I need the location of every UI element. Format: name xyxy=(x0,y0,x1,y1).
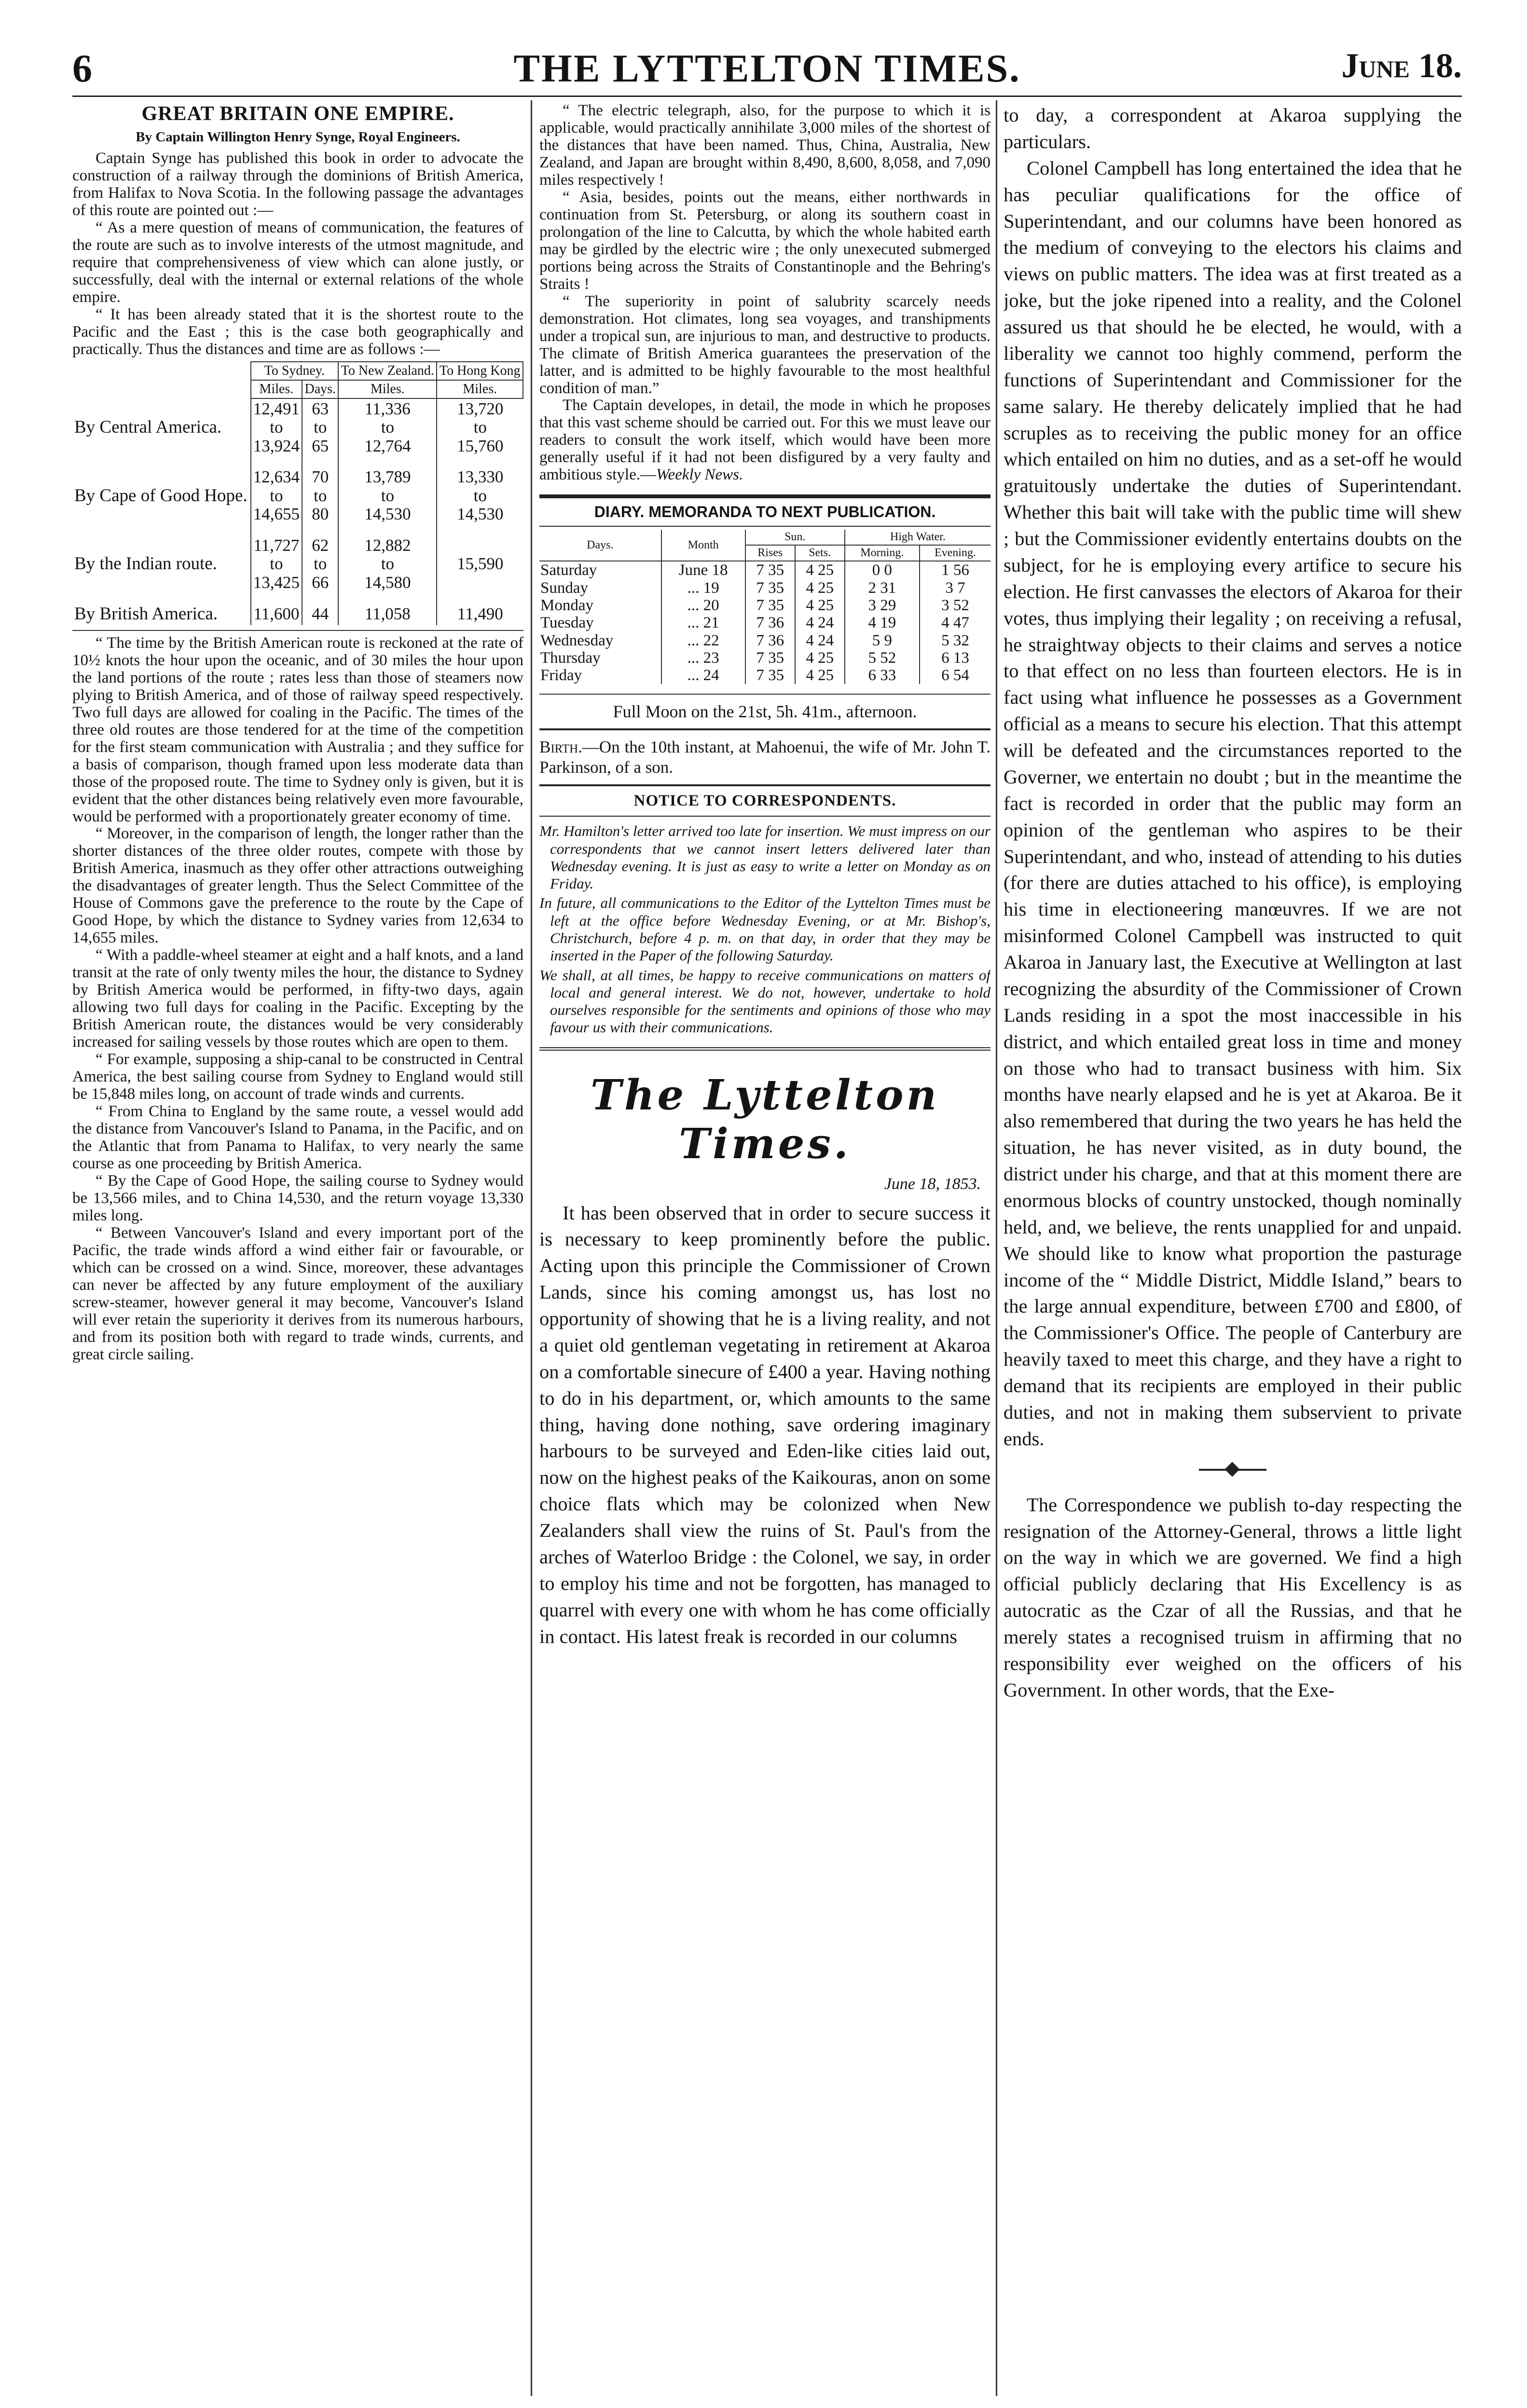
table-cell: 1 56 xyxy=(920,561,990,579)
diary-table xyxy=(539,530,990,684)
table-cell: 12,882 to 14,580 xyxy=(338,535,437,593)
column-3 xyxy=(1004,102,1462,2398)
table-cell: Friday xyxy=(540,667,582,684)
article-paragraph: “ With a paddle-wheel steamer at eight and a half knots, and a land transit at the rate of only twenty miles the hour, the distance to Sydney by British America would be performed, in fifty-two days, again allowing two full days for coaling in the Pacific. Excepting by the British American route, the distances would be very considerably increased for sailing vessels by those routes which are open to them. xyxy=(72,946,523,1051)
diary-header-evening: Evening. xyxy=(920,545,990,561)
table-cell: Tuesday xyxy=(540,614,594,632)
table-cell: 3 29 xyxy=(845,597,920,614)
table-cell: 70 to 80 xyxy=(302,467,338,525)
table-cell: 15,590 xyxy=(437,535,523,593)
masthead-rule xyxy=(72,96,1462,97)
table-cell: 13,789 to 14,530 xyxy=(338,467,437,525)
table-cell: 12,491 to 13,924 xyxy=(251,398,303,457)
table-cell: 0 0 xyxy=(845,561,920,579)
table-row xyxy=(72,398,523,457)
table-cell: 4 25 xyxy=(795,667,845,684)
column-divider-2 xyxy=(996,100,997,2396)
table-cell: 7 36 xyxy=(745,614,795,631)
notice-block xyxy=(539,817,990,1050)
column-1 xyxy=(72,102,523,2398)
table-cell: 11,336 to 12,764 xyxy=(338,398,437,457)
table-header: To Sydney. xyxy=(251,362,339,380)
newspaper-title: THE LYTTELTON TIMES. xyxy=(513,46,1021,90)
article-byline: By Captain Willington Henry Synge, Royal Engineers. xyxy=(136,129,460,145)
table-row xyxy=(539,561,990,579)
table-cell: 11,490 xyxy=(437,603,523,625)
notice-paragraph: We shall, at all times, be happy to receive communications on matters of local and general interest. We do not, however, undertake to hold ourselves responsible for the sentiments and opinions of those who may favour us with their communications. xyxy=(539,966,990,1036)
table-cell: Sunday xyxy=(540,579,588,597)
table-cell: Saturday xyxy=(540,561,597,579)
article-paragraph: “ By the Cape of Good Hope, the sailing course to Sydney would be 13,566 miles, and to China 14,530, and the return voyage 13,330 miles long. xyxy=(72,1172,523,1224)
article-paragraph: “ It has been already stated that it is the shortest route to the Pacific and the East ; this is the case both geographically and practically. Thus the distances and time are as follows :— xyxy=(72,305,523,358)
route-name: By the Indian route. xyxy=(74,554,217,574)
table-subheader: Days. xyxy=(302,380,338,398)
diary-header-month: Month xyxy=(661,530,745,561)
table-cell: 13,330 to 14,530 xyxy=(437,467,523,525)
masthead xyxy=(72,46,1462,92)
table-header: To Hong Kong xyxy=(437,362,523,380)
route-name: By Cape of Good Hope. xyxy=(74,485,248,506)
moon-note: Full Moon on the 21st, 5h. 41m., afternoon. xyxy=(539,694,990,730)
table-cell: 3 52 xyxy=(920,597,990,614)
diary-header-days: Days. xyxy=(539,530,661,561)
table-row xyxy=(539,597,990,614)
issue-date: June 18. xyxy=(1341,46,1462,85)
article-paragraph: “ The superiority in point of salubrity scarcely needs demonstration. Hot climates, long sea voyages, and transhipments under a tropical sun, are injurious to man, and destructive to products. The climate of British America guarantees the preservation of the latter, and is admitted to be highly favourable to the most healthful condition of man.” xyxy=(539,292,990,397)
editorial-date: June 18, 1853. xyxy=(884,1175,981,1193)
table-row xyxy=(539,614,990,631)
table-cell: 2 31 xyxy=(845,579,920,597)
route-name: By British America. xyxy=(74,604,218,624)
diary-header-rises: Rises xyxy=(745,545,795,561)
table-cell: 13,720 to 15,760 xyxy=(437,398,523,457)
table-cell: 63 to 65 xyxy=(302,398,338,457)
table-cell: 7 36 xyxy=(745,632,795,649)
editorial-paragraph: to day, a correspondent at Akaroa supplying the particulars. xyxy=(1004,104,1462,152)
table-row xyxy=(72,467,523,525)
notice-paragraph: In future, all communications to the Editor of the Lyttelton Times must be left at the office before Wednesday Evening, or at Mr. Bishop's, Christchurch, before 4 p. m. on that day, in order that they may be inserted in the Paper of the following Saturday. xyxy=(539,894,990,964)
birth-text: —On the 10th instant, at Mahoenui, the wife of Mr. John T. Parkinson, of a son. xyxy=(539,738,990,777)
table-cell: 4 24 xyxy=(795,632,845,649)
table-cell: Thursday xyxy=(540,649,601,667)
table-row xyxy=(539,632,990,649)
column-divider-1 xyxy=(531,100,532,2396)
table-cell: 4 25 xyxy=(795,579,845,597)
table-cell: 7 35 xyxy=(745,579,795,597)
table-cell: 4 25 xyxy=(795,597,845,614)
birth-notice xyxy=(539,730,990,786)
diary-header-morning: Morning. xyxy=(845,545,920,561)
column-2 xyxy=(539,102,990,2398)
table-cell: ... 24 xyxy=(661,667,745,684)
table-cell: 6 13 xyxy=(920,649,990,667)
editorial-paragraph: The Correspondence we publish to-day respecting the resignation of the Attorney-General, throws a little light on the way in which we are governed. We find a high official publicly declaring that His Excellency is as autocratic as the Czar of all the Russias, and that he merely states a recognised truism in affirming that no responsibility ever weighed on the officers of his Government. In other words, that the Exe- xyxy=(1004,1493,1462,1701)
table-cell: 6 54 xyxy=(920,667,990,684)
distance-table xyxy=(72,361,523,625)
table-cell: 7 35 xyxy=(745,597,795,614)
table-cell: June 18 xyxy=(661,561,745,579)
diary-heading: DIARY. MEMORANDA TO NEXT PUBLICATION. xyxy=(539,494,990,527)
route-name: By Central America. xyxy=(74,417,222,437)
table-cell: ... 23 xyxy=(661,649,745,667)
table-subheader: Miles. xyxy=(437,380,523,398)
table-cell: 4 25 xyxy=(795,561,845,579)
table-cell: 11,058 xyxy=(338,603,437,625)
table-cell: 5 9 xyxy=(845,632,920,649)
table-row xyxy=(539,579,990,597)
article-paragraph: “ From China to England by the same route, a vessel would add the distance from Vancouver's Island to Panama, in the Pacific, and on the Atlantic that from Panama to Halifax, to very nearly the same course as one proceeding by British America. xyxy=(72,1102,523,1172)
editorial-paragraph: Colonel Campbell has long entertained the idea that he has peculiar qualifications for the office of Superintendant, and our columns have been honored as the medium of conveying to the electors his claims and views on public matters. The idea was at first treated as a joke, but the joke ripened into a reality, and the Colonel assured us that should he be elected, he would, with a liberality we cannot too highly commend, perform the functions of Superintendant and Commissioner for the same salary. He thereby delicately implied that he had scruples as to receiving the public money for an office which entailed on him no duties, and as a set-off he would gratuitously undertake the duties of Superintendant. Whether this bait will take with the public time will shew ; but the Commissioner evidently entertains doubts on the subject, for he is employing every artifice to secure his election. He first canvasses the electors of Akaroa for their votes, thus implying their legality ; on receiving a refusal, he straightway objects to their claims and serves a notice to that effect on no less than fourteen electors. He is in fact using what influence he possesses as a Government official as a means to secure his election. That this attempt will be defeated and the circumstances reported to the Governer, we entertain no doubt ; but in the meantime the fact is recorded in order that the public may form an opinion of the gentleman who aspires to be their Superintendant, and who, instead of attending to his duties (for there are duties attached to his office), is employing his time in electioneering manœuvres. If we are not misinformed Colonel Campbell was instructed to quit Akaroa in January last, the Executive at Wellington at last recognizing the absurdity of the Commissioner of Crown Lands residing in a spot the most inaccessible in his district, and which entailed great loss in time and money on those who had to transact business with him. Six months have nearly elapsed and he is yet at Akaroa. Be it also remembered that during the two years he has held the situation, he has never visited, as in duty bound, the district under his charge, and that at this moment there are enormous blocks of country unstocked, though nominally held, and, we believe, the rents unapplied for and unpaid. We should like to know what proportion the pasturage income of the “ Middle District, Middle Island,” bears to the large annual expenditure, between £700 and £800, of the Commissioner's Office. The people of Canterbury are heavily taxed to meet this charge, and they have a right to demand that its recipients are employed in their public duties, and not in making them subservient to private ends. xyxy=(1004,157,1462,1450)
table-cell: 11,600 xyxy=(251,603,303,625)
article-paragraph: “ For example, supposing a ship-canal to be constructed in Central America, the best sailing course from Sydney to England would still be 15,848 miles long, on account of trade winds and currents. xyxy=(72,1051,523,1103)
article-paragraph: “ Between Vancouver's Island and every important port of the Pacific, the trade winds afford a wind either fair or favourable, or which can be crossed on a wind. Since, moreover, these advantages can never be affected by any future employment of the auxiliary screw-steamer, however general it may become, Vancouver's Island will ever retain the superiority it derives from its numerous harbours, and from its position both with regard to trade winds, currents, and great circle sailing. xyxy=(72,1224,523,1363)
table-cell: Monday xyxy=(540,596,593,614)
table-row xyxy=(72,535,523,593)
table-cell: ... 19 xyxy=(661,579,745,597)
table-cell: 5 52 xyxy=(845,649,920,667)
table-cell: 3 7 xyxy=(920,579,990,597)
table-cell: 7 35 xyxy=(745,667,795,684)
table-row xyxy=(539,649,990,667)
table-cell: 4 24 xyxy=(795,614,845,631)
article-heading: GREAT BRITAIN ONE EMPIRE. xyxy=(141,103,454,125)
table-cell: ... 22 xyxy=(661,632,745,649)
table-cell: 7 35 xyxy=(745,561,795,579)
table-subheader: Miles. xyxy=(251,380,303,398)
table-cell: 12,634 to 14,655 xyxy=(251,467,303,525)
editorial-paragraph: It has been observed that in order to secure success it is necessary to keep prominently before the public. Acting upon this principle the Commissioner of Crown Lands, since his coming amongst us, has lost no opportunity of showing that he is a living reality, and not a quiet old gentleman vegetating in retirement at Akaroa on a comfortable sinecure of £400 a year. Having nothing to do in his department, or, which amounts to the same thing, having done nothing, save ordering imaginary harbours to be surveyed and Eden-like cities laid out, now on the highest peaks of the Kaikouras, anon on some choice flats which may be colonized when New Zealanders shall view the ruins of St. Paul's from the arches of Waterloo Bridge : the Colonel, we say, in order to employ his time and not be forgotten, has managed to quarrel with every one with whom he has come officially in contact. His latest freak is recorded in our columns xyxy=(539,1202,990,1647)
table-cell: 11,727 to 13,425 xyxy=(251,535,303,593)
diary-header-sets: Sets. xyxy=(795,545,845,561)
page-number: 6 xyxy=(72,46,92,90)
table-cell: 5 32 xyxy=(920,632,990,649)
article-paragraph: “ As a mere question of means of communication, the features of the route are such as to involve interests of the utmost magnitude, and require that comprehensiveness of view which can alone justly, or successfully, deal with the internal or external relations of the whole empire. xyxy=(72,219,523,306)
article-paragraph: The Captain developes, in detail, the mode in which he proposes that this vast scheme should be carried out. For this we must leave our readers to consult the work itself, which would have been more generally useful if it had not been disfigured by a very faulty and ambitious style.— xyxy=(539,397,990,484)
notice-heading: NOTICE TO CORRESPONDENTS. xyxy=(539,786,990,817)
table-subheader: Miles. xyxy=(338,380,437,398)
table-cell: Wednesday xyxy=(540,631,614,649)
table-cell: ... 20 xyxy=(661,597,745,614)
table-cell: ... 21 xyxy=(661,614,745,631)
table-cell: 6 33 xyxy=(845,667,920,684)
table-header: To New Zealand. xyxy=(338,362,437,380)
article-paragraph: “ Moreover, in the comparison of length, the longer rather than the shorter distances of the three older routes, compete with those by British America, inasmuch as they offer other attractions outweighing the disadvantages of greater length. Thus the Select Committee of the House of Commons gave the preference to the route by the Cape of Good Hope, by which the distance to Sydney varies from 12,634 to 14,655 miles. xyxy=(72,825,523,947)
section-separator xyxy=(1199,1469,1266,1471)
article-paragraph: “ Asia, besides, points out the means, either northwards in continuation from St. Petersburg, or along its southern coast in prolongation of the line to Calcutta, by which the whole habited earth may be girdled by the electric wire ; the only unexecuted submerged portions being across the Straits of Constantinople and the Behring's Straits ! xyxy=(539,188,990,293)
diary-header-sun: Sun. xyxy=(745,530,845,545)
table-cell: 4 47 xyxy=(920,614,990,631)
table-row xyxy=(539,667,990,684)
table-cell: 4 19 xyxy=(845,614,920,631)
article-paragraph: Captain Synge has published this book in order to advocate the construction of a railway through the dominions of British America, from Halifax to Nova Scotia. In the following passage the advantages of this route are pointed out :— xyxy=(72,150,523,219)
diary-header-water: High Water. xyxy=(845,530,990,545)
notice-paragraph: Mr. Hamilton's letter arrived too late for insertion. We must impress on our correspondents that we cannot insert letters delivered later than Wednesday evening. It is just as easy to write a letter on Monday as on Friday. xyxy=(539,822,990,892)
birth-label: Birth. xyxy=(539,738,582,757)
table-cell: 62 to 66 xyxy=(302,535,338,593)
table-cell: 4 25 xyxy=(795,649,845,667)
article-paragraph: “ The time by the British American route is reckoned at the rate of 10½ knots the hour upon the oceanic, and of 30 miles the hour upon the land portions of the route ; rates less than those of steamers now plying to British America, and of those of railway speed respectively. Two full days are allowed for coaling in the Pacific. The times of the three old routes are those tendered for at the time of the competition for the first steam communication with Australia ; and they suffice for a basis of comparison, though framed upon less moderate data than those of the proposed route. The time to Sydney only is given, but it is evident that the other distances being relatively even more favourable, would be performed with a proportionately greater economy of time. xyxy=(72,634,523,825)
article-paragraph: “ The electric telegraph, also, for the purpose to which it is applicable, would practically annihilate 3,000 miles of the shortest of the distances that have been named. Thus, China, Australia, New Zealand, and Japan are brought within 8,490, 8,600, 8,058, and 7,090 miles respectively ! xyxy=(539,102,990,189)
table-row xyxy=(72,603,523,625)
editorial-title: The Lyttelton Times. xyxy=(591,1070,939,1168)
table-cell: 7 35 xyxy=(745,649,795,667)
table-cell: 44 xyxy=(302,603,338,625)
article-source: Weekly News. xyxy=(656,466,743,484)
